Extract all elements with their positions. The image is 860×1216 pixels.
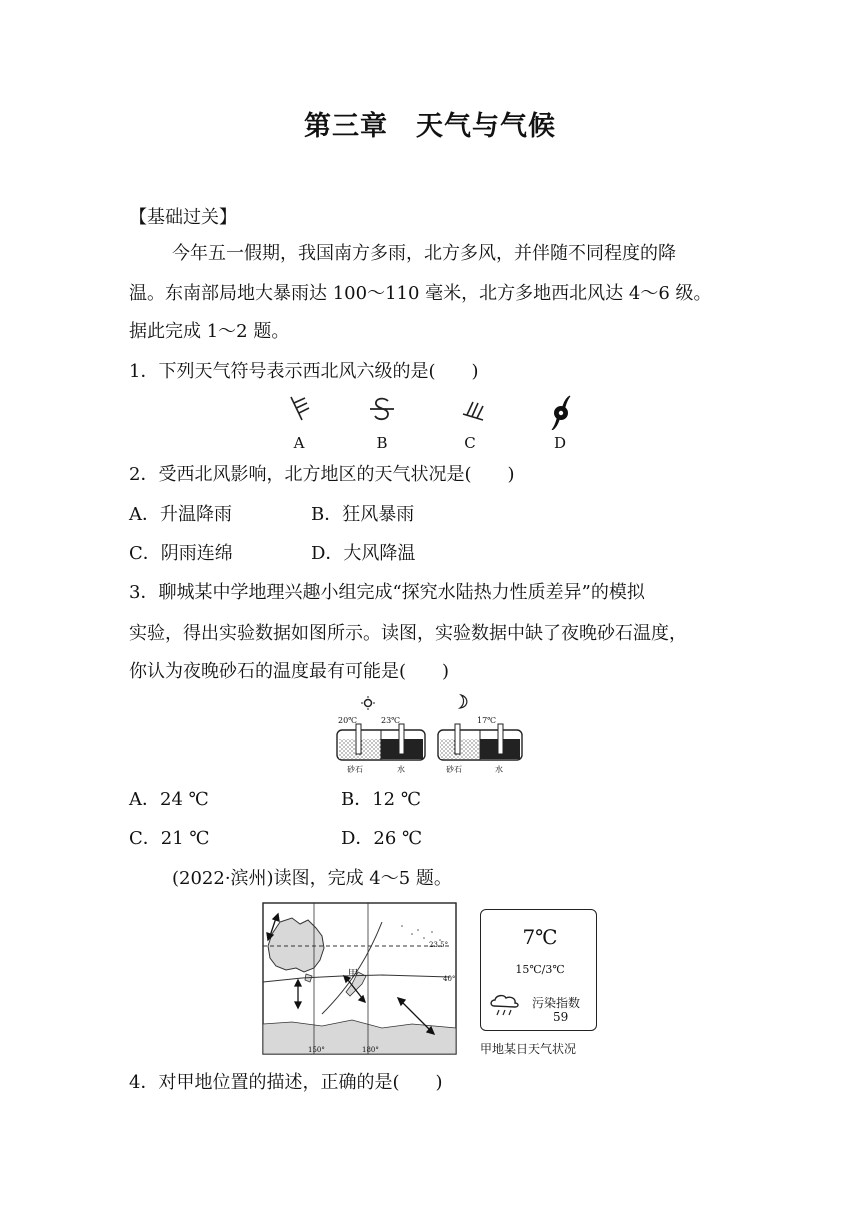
map-figure (262, 902, 458, 1056)
night-water-label: 水 (495, 765, 503, 774)
q3-option-a: A．24 ℃ (129, 789, 209, 810)
day-sand-label: 砂石 (347, 765, 363, 774)
page-title: 第三章 天气与气候 (304, 111, 556, 142)
sun-icon (361, 696, 375, 710)
map-lat-40: 40° (443, 975, 456, 983)
section-heading: 【基础过关】 (129, 207, 237, 228)
symbol-a-wind-icon (291, 397, 309, 420)
symbol-c-wind-icon (463, 402, 483, 420)
symbol-label-b: B (376, 434, 388, 452)
pollution-label: 污染指数 (532, 996, 581, 1010)
rain-cloud-icon (488, 992, 522, 1018)
night-sand-label: 砂石 (446, 765, 462, 774)
q1-stem: 1．下列天气符号表示西北风六级的是( ) (129, 361, 479, 382)
intro-line-1: 今年五一假期，我国南方多雨，北方多风，并伴随不同程度的降 (172, 243, 676, 264)
pollution-value: 59 (553, 1010, 569, 1024)
night-water-temp: 17℃ (477, 716, 497, 725)
day-sand-temp: 20℃ (338, 716, 358, 725)
symbol-b-sand-icon (370, 399, 394, 420)
moon-icon (460, 695, 467, 708)
q4-stem: 4．对甲地位置的描述，正确的是( ) (129, 1072, 443, 1093)
antarctica-landmass (263, 1020, 456, 1054)
symbol-label-d: D (553, 434, 567, 452)
symbol-label-c: C (464, 434, 476, 452)
intro-line-2: 温。东南部局地大暴雨达 100～110 毫米，北方多地西北风达 4～6 级。 (129, 283, 712, 304)
q3-line-2: 实验，得出实验数据如图所示。读图，实验数据中缺了夜晚砂石温度， (129, 623, 687, 644)
q3-line-1: 3．聊城某中学地理兴趣小组完成“探究水陆热力性质差异”的模拟 (129, 582, 645, 603)
q2-option-c: C．阴雨连绵 (129, 543, 233, 564)
intro-line-3: 据此完成 1～2 题。 (129, 321, 290, 342)
weather-card-temp: 7℃ (522, 925, 558, 949)
q3-option-d: D．26 ℃ (341, 828, 423, 849)
map-lon-150: 150° (308, 1046, 325, 1054)
q3-line-3: 你认为夜晚砂石的温度最有可能是( ) (129, 661, 450, 682)
q45-intro: (2022·滨州)读图，完成 4～5 题。 (172, 868, 452, 889)
weather-symbols-figure (280, 394, 580, 430)
q2-stem: 2．受西北风影响，北方地区的天气状况是( ) (129, 464, 515, 485)
map-place-jia: 甲 (348, 969, 358, 980)
weather-card-range: 15℃/3℃ (515, 963, 565, 976)
weather-card-caption: 甲地某日天气状况 (480, 1042, 577, 1056)
day-water-label: 水 (397, 765, 405, 774)
q3-option-b: B．12 ℃ (341, 789, 421, 810)
q2-option-b: B．狂风暴雨 (311, 504, 415, 525)
map-lat-tropic: 23.5° (429, 941, 449, 949)
symbol-d-typhoon-icon (552, 396, 570, 430)
q2-option-d: D．大风降温 (311, 543, 416, 564)
day-water-temp: 23℃ (381, 716, 401, 725)
map-lon-180: 180° (362, 1046, 379, 1054)
q2-option-a: A．升温降雨 (129, 504, 232, 525)
symbol-label-a: A (293, 434, 305, 452)
q3-option-c: C．21 ℃ (129, 828, 210, 849)
